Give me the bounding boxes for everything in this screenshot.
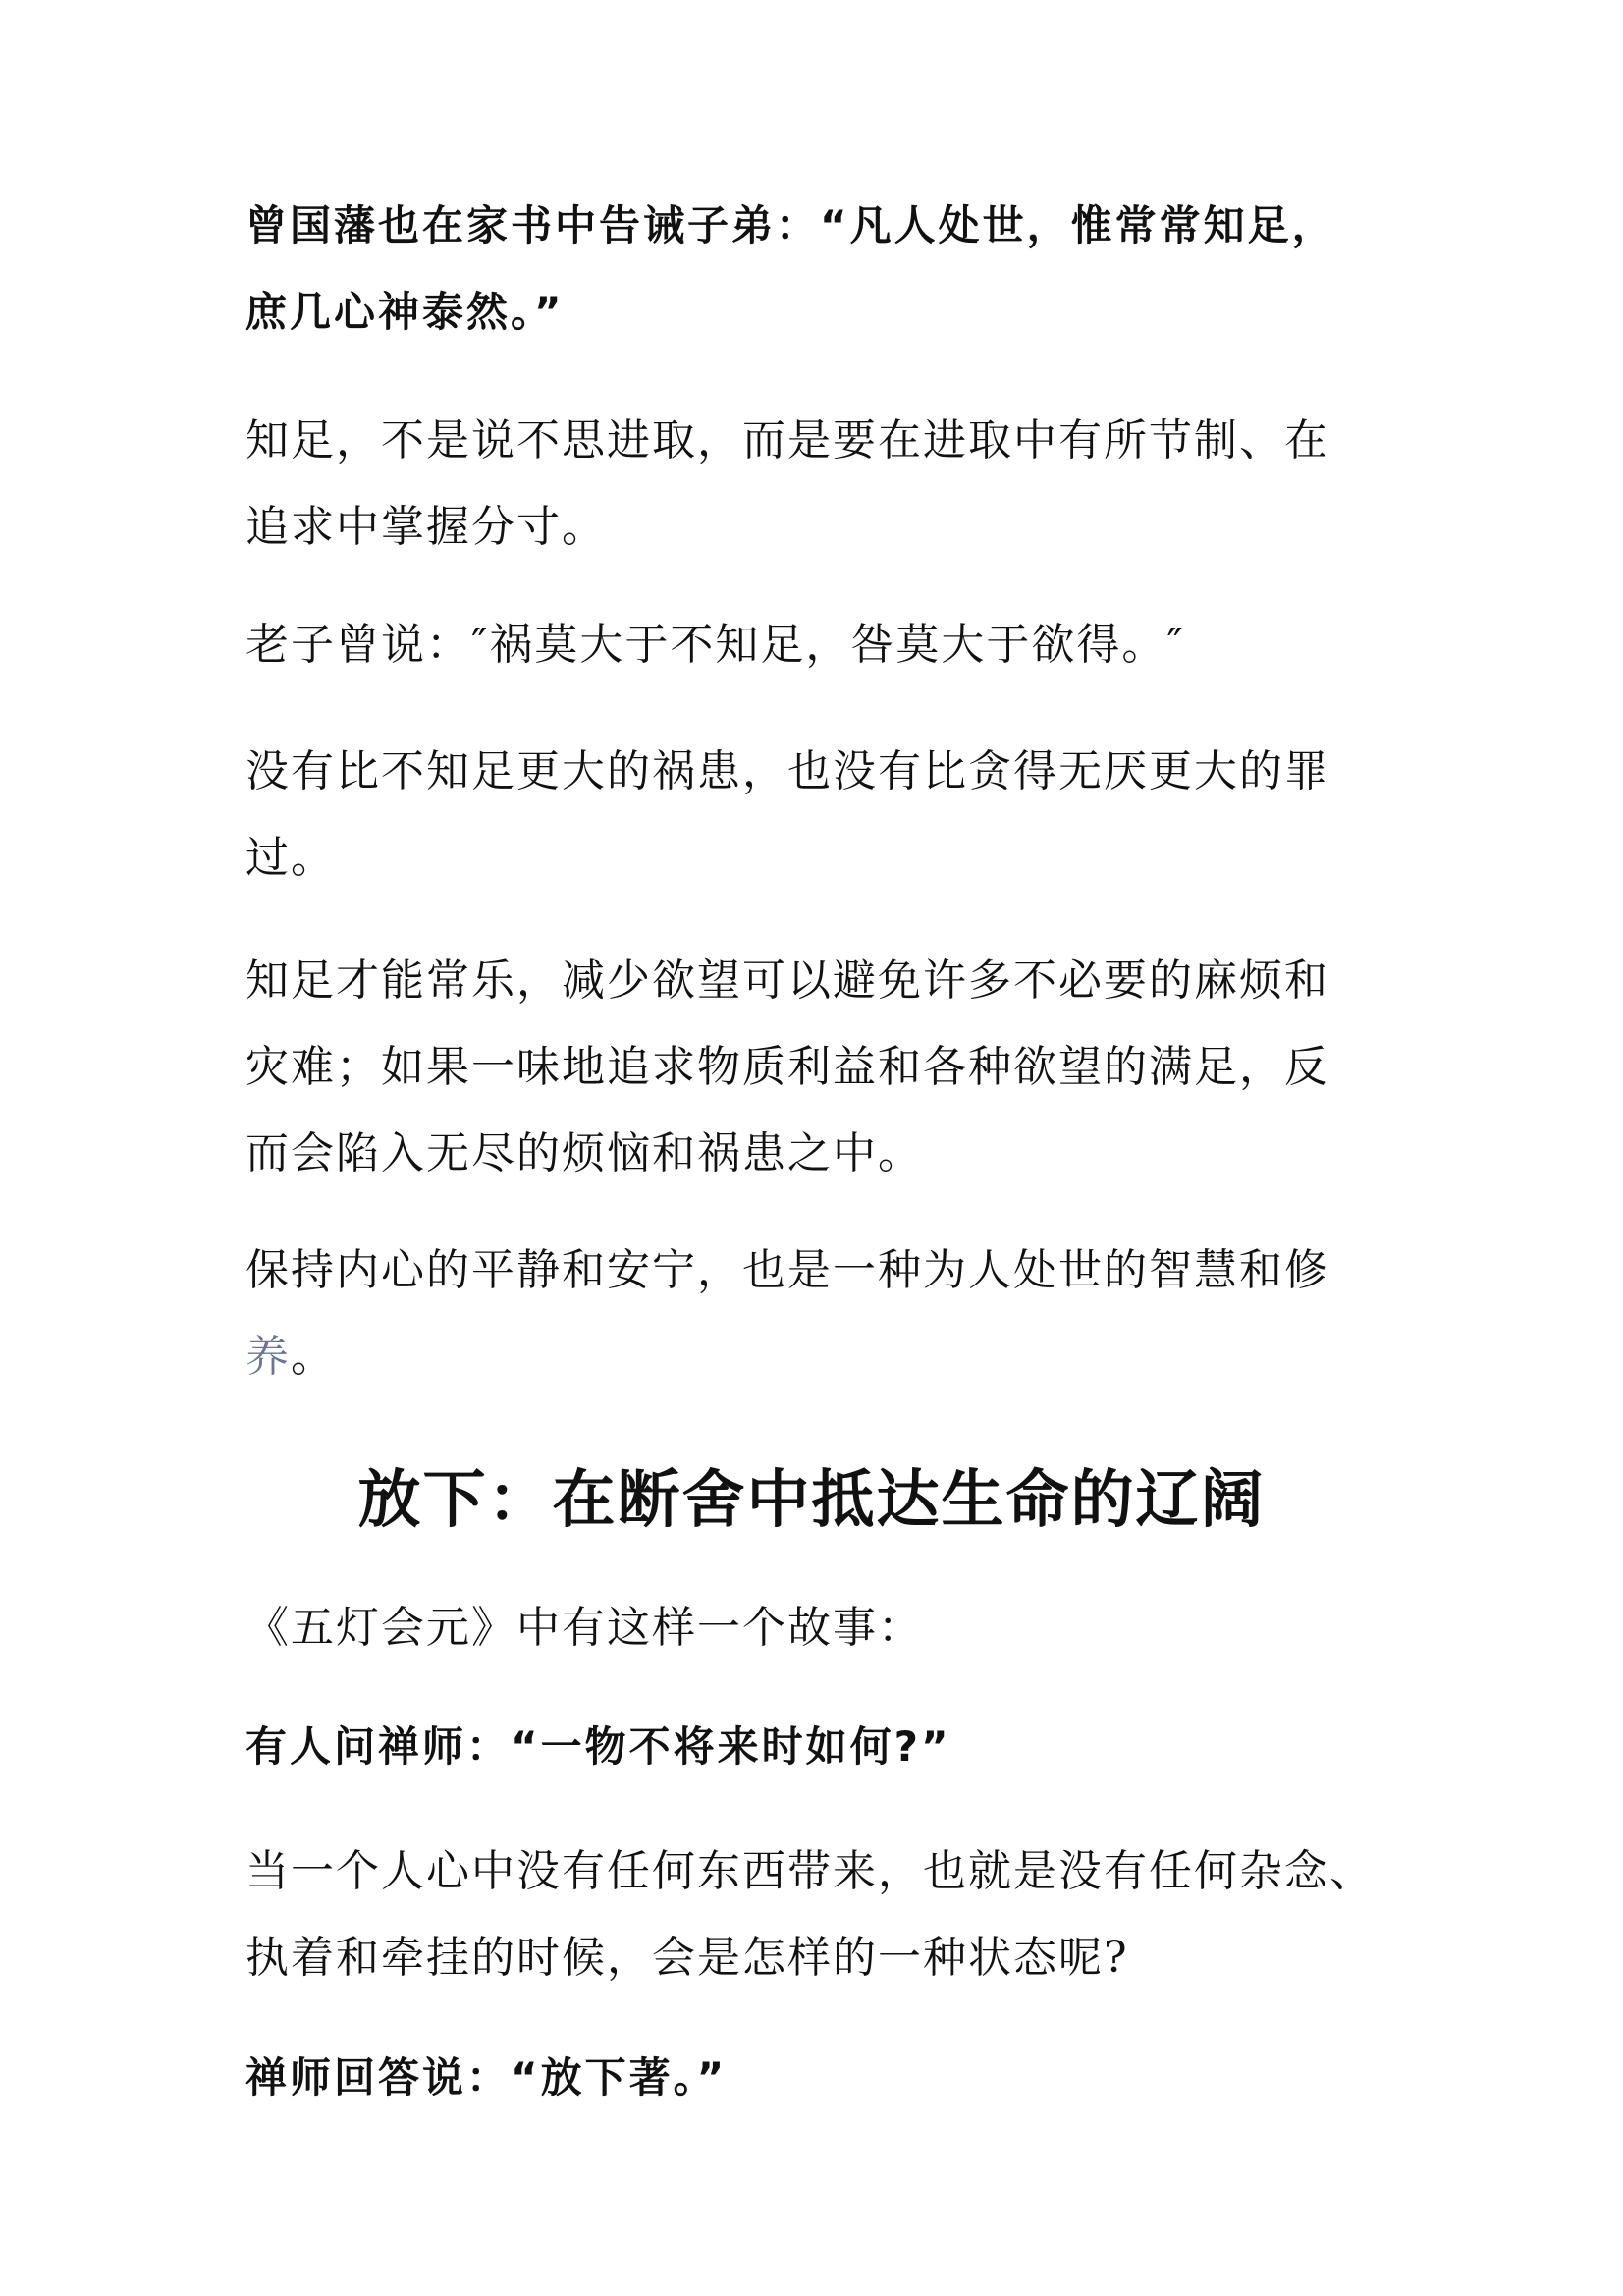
paragraph-zeng-guofan-quote [245, 183, 1404, 355]
paragraph-master-answer [245, 2035, 1404, 2121]
text-line: 曾国藩也在家书中告诫子弟：“凡人处世，惟常常知足， [245, 201, 1336, 249]
text-line: 当一个人心中没有任何东西带来，也就是没有任何杂念、 [245, 1846, 1375, 1896]
text-line: 过。 [245, 833, 336, 883]
text-line: 执着和牵挂的时候，会是怎样的一种状态呢? [245, 1933, 1129, 1983]
paragraph-empty-mind [245, 1829, 1404, 2001]
section-heading: 放下：在断舍中抵达生命的辽阔 [357, 1464, 1266, 1537]
text-line: 没有比不知足更大的祸患，也没有比贪得无厌更大的罪 [245, 746, 1329, 796]
text-fragment: 。 [291, 1332, 336, 1382]
text-line [245, 1314, 1404, 1400]
text-line: 灾难；如果一味地追求物质利益和各种欲望的满足，反 [245, 1042, 1329, 1092]
text-line: 《五灯会元》中有这样一个故事： [245, 1603, 923, 1653]
faint-character: 养 [245, 1332, 291, 1382]
paragraph-contentment-happiness [245, 938, 1404, 1197]
text-line: 追求中掌握分寸。 [245, 502, 607, 552]
text-line: 有人问禅师：“一物不将来时如何?” [245, 1722, 951, 1771]
text-line: 禅师回答说：“放下著。” [245, 2053, 728, 2102]
text-line: 保持内心的平静和安宁，也是一种为人处世的智慧和修 [245, 1245, 1329, 1295]
paragraph-question-to-master [245, 1704, 1404, 1790]
paragraph-inner-peace [245, 1228, 1404, 1400]
paragraph-wudeng-huiyuan [245, 1585, 1404, 1671]
text-line: 而会陷入无尽的烦恼和祸患之中。 [245, 1128, 923, 1178]
text-line: 知足，不是说不思进取，而是要在进取中有所节制、在 [245, 415, 1329, 465]
text-line: 庶几心神泰然。” [245, 288, 565, 336]
paragraph-no-greater-calamity [245, 729, 1404, 902]
text-line: 老子曾说：″祸莫大于不知足，咎莫大于欲得。″ [245, 620, 1185, 670]
text-line: 知足才能常乐，减少欲望可以避免许多不必要的麻烦和 [245, 956, 1329, 1006]
paragraph-contentment-meaning [245, 398, 1404, 571]
paragraph-laozi-quote [245, 602, 1404, 688]
